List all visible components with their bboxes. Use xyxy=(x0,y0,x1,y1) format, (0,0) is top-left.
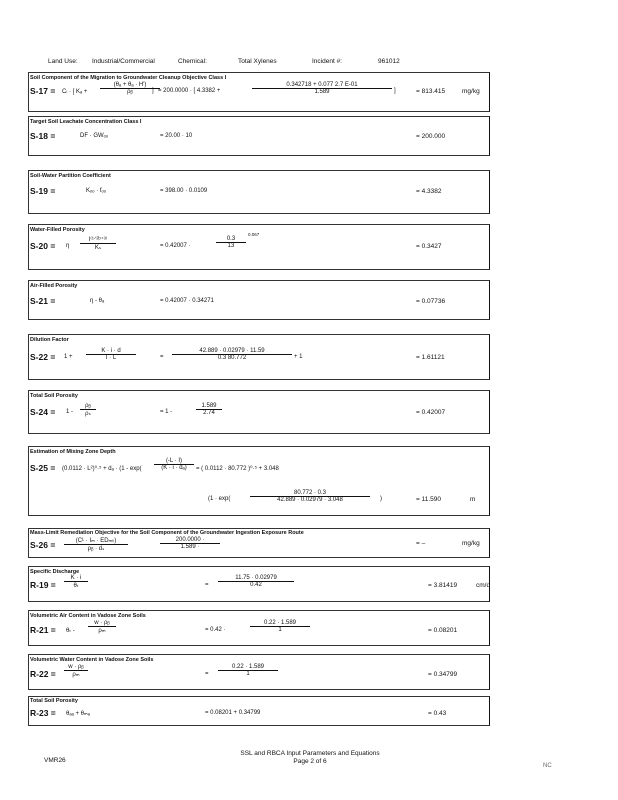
s25-line2-fraction: $\frac{80.772 \cdot 0.3}{42.889 \cdot 0.02979 \cdot 3.048}$ xyxy=(250,490,370,503)
s19-label: S-19 = xyxy=(30,186,56,196)
s22-title: Dilution Factor xyxy=(30,337,69,343)
s17-formula: Cₗ · [ Kₐ + xyxy=(62,89,88,95)
s17-sub-close: ] xyxy=(394,88,396,94)
land-use-label: Land Use: xyxy=(48,58,78,65)
r19-title: Specific Discharge xyxy=(30,569,80,575)
r19-formula-fraction: $\frac{K \cdot i}{\text{θₜ}}$ xyxy=(64,575,88,589)
footer-title: SSL and RBCA Input Parameters and Equations xyxy=(240,750,380,757)
s19-title: Soil-Water Partition Coefficient xyxy=(30,173,111,179)
s21-label: S-21 = xyxy=(30,296,56,306)
r21-sub-fraction: $\frac{0.22 \cdot 1.589}{1}$ xyxy=(250,620,310,633)
s20-formula: η xyxy=(66,243,70,249)
r23-title: Total Soil Porosity xyxy=(30,698,78,704)
r19-label: R-19 = xyxy=(30,580,56,590)
r23-result: = 0.43 xyxy=(428,710,447,717)
s24-sub-fraction: $\frac{1.589}{2.74}$ xyxy=(196,403,222,416)
s18-label: S-18 = xyxy=(30,131,56,141)
s20-label: S-20 = xyxy=(30,241,56,251)
chemical-label: Chemical: xyxy=(178,58,207,65)
s20-sub-fraction: $\frac{0.3}{13}$ xyxy=(216,236,246,249)
s18-formula: DF · GWₒₒ xyxy=(80,133,109,139)
r21-result: = 0.08201 xyxy=(428,627,458,634)
s24-title: Total Soil Porosity xyxy=(30,393,78,399)
s25-unit: m xyxy=(470,496,476,503)
footer-left: VMR26 xyxy=(44,757,66,764)
s25-formula: (0.0112 · L²)⁰·⁵ + dₐ · (1 - exp( xyxy=(62,466,142,472)
s21-title: Air-Filled Porosity xyxy=(30,283,78,289)
s20-sub-exponent: 0.067 xyxy=(248,232,260,237)
s24-formula-fraction: $\frac{\text{ρᵦ}}{\text{ρₛ}}$ xyxy=(80,403,96,417)
s17-sub-fraction: $\frac{0.342718 + 0.077 2.7 E-01}{1.589}$ xyxy=(252,82,392,95)
footer-corner: NC xyxy=(543,763,552,769)
s22-sub-fraction: $\frac{42.889 \cdot 0.02979 \cdot 11.59}{0.3 80.772}$ xyxy=(172,348,292,361)
s26-title: Mass-Limit Remediation Objective for the Soil Component of the Groundwater Ingestion Exposure Route xyxy=(30,530,304,536)
r21-title: Volumetric Air Content in Vadose Zone Soils xyxy=(30,613,146,619)
r23-label: R-23 = xyxy=(30,708,56,718)
s26-sub-fraction: $\frac{200.0000 \cdot}{1.589 \cdot}$ xyxy=(160,537,220,550)
s25-box xyxy=(28,446,490,516)
s25-label: S-25 = xyxy=(30,463,56,473)
r21-substitution: = 0.42 · xyxy=(205,627,226,633)
s17-label: S-17 = xyxy=(30,86,56,96)
s25-substitution: = ( 0.0112 · 80.772 )⁰·⁵ + 3.048 xyxy=(196,466,279,472)
s17-unit: mg/kg xyxy=(462,88,480,95)
s26-result: = – xyxy=(416,540,426,547)
r19-unit: cm/d xyxy=(476,582,491,589)
r19-sub-eq: = xyxy=(205,582,209,588)
s19-result: = 4.3382 xyxy=(416,188,442,195)
s22-formula-fraction: $\frac{K \cdot i \cdot d}{I \cdot L}$ xyxy=(86,348,136,361)
r22-formula-fraction: $\frac{\text{w · ρᵦ}}{\text{ρₘ}}$ xyxy=(64,664,88,678)
chemical-value: Total Xylenes xyxy=(238,58,277,65)
r21-formula-fraction: $\frac{\text{w · ρᵦ}}{\text{ρₘ}}$ xyxy=(88,620,116,634)
s20-substitution: = 0.42007 · xyxy=(160,243,191,249)
s26-unit: mg/kg xyxy=(462,540,480,547)
s25-title: Estimation of Mixing Zone Depth xyxy=(30,449,116,455)
s24-formula: 1 - xyxy=(66,409,74,415)
s20-formula-fraction: I⁽¹ᐟ²ᵇ⁺³⁾ Kₛ xyxy=(80,236,116,251)
r22-sub-eq: = xyxy=(205,671,209,677)
s17-formula-fraction: $\frac{\text{(θₐ + θₐ · H')}}{\text{ρᵦ}}$ xyxy=(100,82,160,95)
r19-sub-fraction: $\frac{11.75 \cdot 0.02979}{0.42}$ xyxy=(218,575,294,588)
s21-substitution: = 0.42007 · 0.34271 xyxy=(160,298,214,304)
s24-label: S-24 = xyxy=(30,407,56,417)
s22-sub-eq: = xyxy=(160,354,164,360)
r22-label: R-22 = xyxy=(30,669,56,679)
r23-substitution: = 0.08201 + 0.34799 xyxy=(205,710,261,716)
r19-result: = 3.81419 xyxy=(428,582,458,589)
s21-formula: η - θₐ xyxy=(90,298,105,304)
s19-formula: Kₒₒ · fₒₒ xyxy=(86,188,107,194)
s17-formula-close: ] xyxy=(152,88,154,94)
r21-formula: θₜ - xyxy=(66,628,75,634)
s26-label: S-26 = xyxy=(30,540,56,550)
s22-formula: 1 + xyxy=(64,354,73,360)
s25-line2: (1 · exp( xyxy=(208,496,231,502)
s20-result: = 0.3427 xyxy=(416,243,442,250)
s25-result: = 11.590 xyxy=(416,496,442,503)
s24-result: = 0.42007 xyxy=(416,409,446,416)
s26-formula-fraction: (Cᴸ · Iₘ · EDₘₗₗ) ρᵦ · dₛ xyxy=(64,537,128,552)
r21-label: R-21 = xyxy=(30,625,56,635)
s18-result: = 200.000 xyxy=(416,133,446,140)
s18-substitution: = 20.00 · 10 xyxy=(160,133,193,139)
s22-label: S-22 = xyxy=(30,352,56,362)
s25-formula-fraction: $\frac{(-L \cdot I)}{\text{(K · i · dₐ)}}$ xyxy=(154,458,194,471)
s22-result: = 1.61121 xyxy=(416,354,445,361)
s25-line2-close: ) xyxy=(380,496,382,502)
s17-result: = 813.415 xyxy=(416,88,446,95)
footer-page: Page 2 of 6 xyxy=(293,758,327,765)
incident-label: Incident #: xyxy=(312,58,342,65)
incident-value: 961012 xyxy=(378,58,400,65)
r22-title: Volumetric Water Content in Vadose Zone Soils xyxy=(30,657,154,663)
s17-title: Soil Component of the Migration to Groundwater Cleanup Objective Class I xyxy=(30,75,227,81)
land-use-value: Industrial/Commercial xyxy=(92,58,155,65)
r22-result: = 0.34799 xyxy=(428,671,458,678)
s22-sub-plus: + 1 xyxy=(294,354,303,360)
r23-formula: θₐₐ + θₘₐ xyxy=(66,711,90,717)
s19-substitution: = 398.00 · 0.0109 xyxy=(160,188,208,194)
s18-title: Target Soil Leachate Concentration Class I xyxy=(30,119,142,125)
s21-result: = 0.07736 xyxy=(416,298,446,305)
s17-substitution: = 200.0000 · [ 4.3382 + xyxy=(158,88,221,94)
s20-title: Water-Filled Porosity xyxy=(30,227,85,233)
s24-substitution: = 1 - xyxy=(160,409,173,415)
r22-sub-fraction: $\frac{0.22 \cdot 1.589}{1}$ xyxy=(218,664,278,677)
